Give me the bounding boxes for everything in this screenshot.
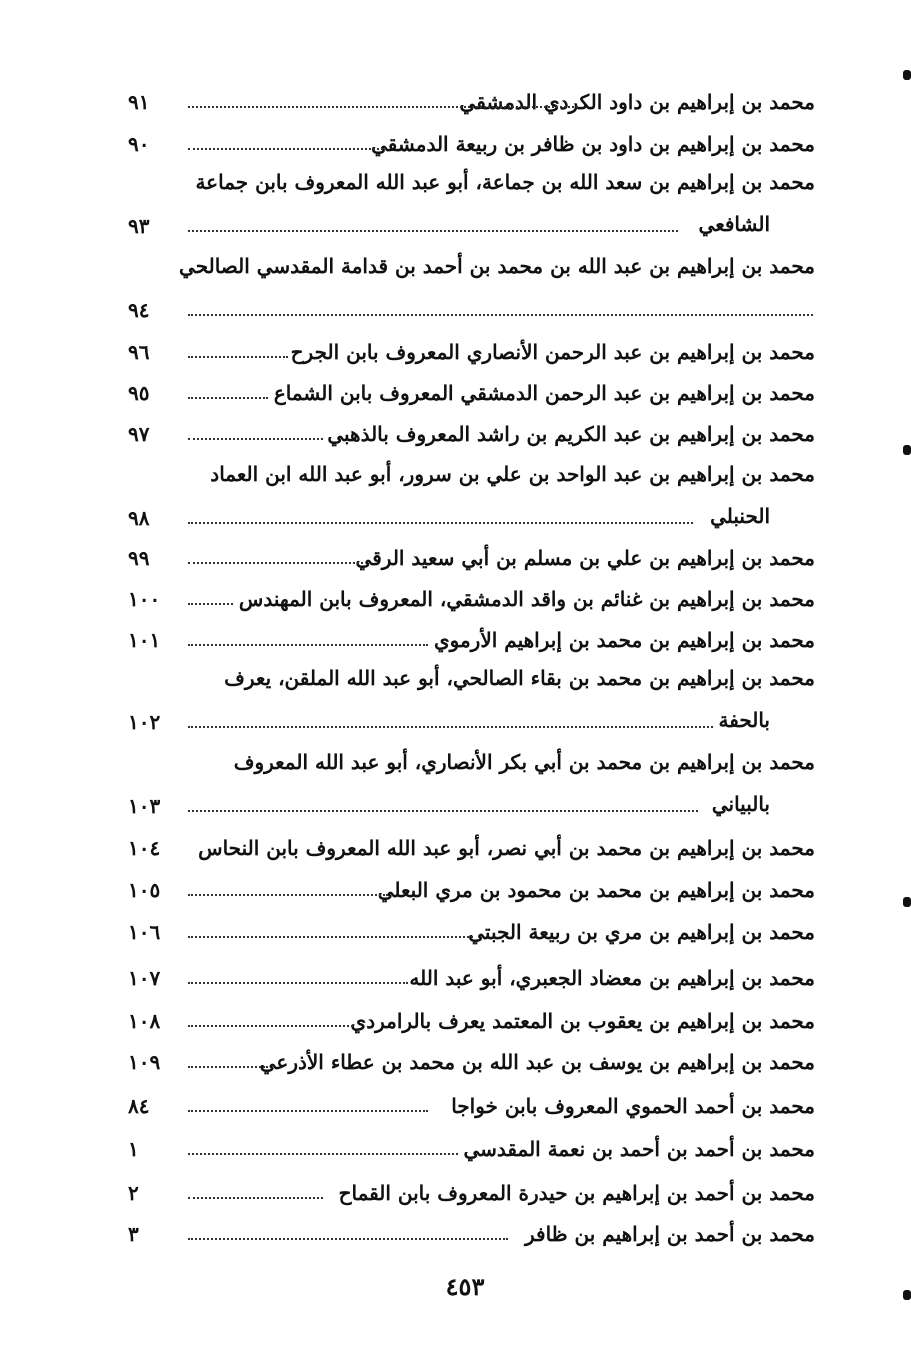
entry-page-number: ١٠٤	[128, 836, 161, 860]
entry-page-number: ١٠٩	[128, 1050, 161, 1074]
index-entry	[120, 832, 815, 872]
index-entry	[120, 1133, 815, 1173]
entry-page-number: ٢	[128, 1181, 139, 1205]
entry-name: محمد بن إبراهيم بن عبد الله بن محمد بن أحمد بن قدامة المقدسي الصالحي	[179, 254, 815, 278]
entry-name: محمد بن إبراهيم بن علي بن مسلم بن أبي سعيد الرقي	[355, 546, 815, 570]
leader-dots	[188, 230, 678, 232]
index-entry	[120, 916, 815, 956]
scan-speck	[903, 897, 911, 907]
index-entry	[120, 748, 815, 818]
index-entry	[120, 128, 815, 168]
entry-name: محمد بن أحمد الحموي المعروف بابن خواجا	[451, 1094, 815, 1118]
leader-dots	[188, 894, 388, 896]
entry-name: محمد بن إبراهيم بن عبد الرحمن الدمشقي المعروف بابن الشماع	[273, 381, 815, 405]
leader-dots	[188, 438, 323, 440]
entry-name: محمد بن إبراهيم بن عبد الواحد بن علي بن سرور، أبو عبد الله ابن العماد	[210, 462, 815, 486]
leader-dots	[188, 148, 383, 150]
entry-name: محمد بن إبراهيم بن محمد بن أبي بكر الأنصاري، أبو عبد الله المعروف	[233, 750, 815, 774]
index-entry	[120, 1046, 815, 1086]
index-entry	[120, 86, 815, 126]
entry-page-number: ١٠٨	[128, 1009, 161, 1033]
entry-name: محمد بن إبراهيم بن غنائم بن واقد الدمشقي، المعروف بابن المهندس	[238, 587, 815, 611]
entry-page-number: ٩٥	[128, 381, 150, 405]
index-entry	[120, 336, 815, 376]
entry-name: محمد بن أحمد بن إبراهيم بن ظافر	[524, 1222, 815, 1246]
leader-dots	[188, 397, 268, 399]
index-entry	[120, 1177, 815, 1217]
index-entry	[120, 624, 815, 664]
entry-page-number: ٩٩	[128, 546, 150, 570]
index-entry	[120, 168, 815, 238]
leader-dots	[188, 1025, 353, 1027]
entry-name-continuation: بالبياني	[711, 792, 770, 816]
scan-speck	[903, 70, 911, 80]
entry-name: محمد بن إبراهيم بن داود الكردي الدمشقي	[459, 90, 815, 114]
leader-dots	[188, 644, 428, 646]
leader-dots	[188, 522, 693, 524]
index-entry	[120, 542, 815, 582]
index-entry	[120, 1090, 815, 1130]
entry-page-number: ٩٤	[128, 298, 150, 322]
entry-name: محمد بن أحمد بن إبراهيم بن حيدرة المعروف بابن القماح	[338, 1181, 815, 1205]
index-entry	[120, 252, 815, 322]
entry-page-number: ٩٧	[128, 422, 150, 446]
leader-dots	[188, 1066, 268, 1068]
entry-page-number: ٨٤	[128, 1094, 150, 1118]
leader-dots	[188, 1153, 458, 1155]
index-entry	[120, 1005, 815, 1045]
entry-page-number: ٩٠	[128, 132, 150, 156]
entry-page-number: ١٠٠	[128, 587, 161, 611]
index-entry	[120, 460, 815, 530]
entry-name: محمد بن إبراهيم بن محمد بن أبي نصر، أبو عبد الله المعروف بابن النحاس	[198, 836, 815, 860]
index-entry	[120, 962, 815, 1002]
entry-name: محمد بن إبراهيم بن محمد بن بقاء الصالحي، أبو عبد الله الملقن، يعرف	[224, 666, 815, 690]
entry-page-number: ١	[128, 1137, 139, 1161]
leader-dots	[188, 106, 578, 108]
entry-name: محمد بن إبراهيم بن سعد الله بن جماعة، أبو عبد الله المعروف بابن جماعة	[195, 170, 815, 194]
entry-page-number: ١٠٥	[128, 878, 161, 902]
entry-name-continuation: الحنبلي	[710, 504, 770, 528]
entry-page-number: ٩٨	[128, 506, 150, 530]
entry-page-number: ١٠١	[128, 628, 161, 652]
entry-name: محمد بن إبراهيم بن محمد بن محمود بن مري البعلي	[377, 878, 815, 902]
entry-name: محمد بن إبراهيم بن مري بن ربيعة الجبتي	[468, 920, 815, 944]
entry-page-number: ١٠٢	[128, 710, 161, 734]
index-entry	[120, 377, 815, 417]
entry-name-continuation: بالحفة	[718, 708, 770, 732]
leader-dots	[188, 1110, 428, 1112]
leader-dots	[188, 562, 363, 564]
page-number: ٤٥٣	[445, 1272, 485, 1301]
index-entry	[120, 418, 815, 458]
entry-name-continuation: الشافعي	[698, 212, 770, 236]
index-entry	[120, 874, 815, 914]
leader-dots	[188, 603, 233, 605]
entry-page-number: ٩٣	[128, 214, 150, 238]
index-entry	[120, 664, 815, 734]
leader-dots	[188, 1238, 508, 1240]
entry-page-number: ٩٦	[128, 340, 150, 364]
entry-name: محمد بن إبراهيم بن محمد بن إبراهيم الأرموي	[433, 628, 815, 652]
leader-dots	[188, 936, 473, 938]
entry-page-number: ١٠٣	[128, 794, 161, 818]
entry-name: محمد بن إبراهيم بن يعقوب بن المعتمد يعرف بالرامردي	[350, 1009, 815, 1033]
entry-name: محمد بن إبراهيم بن معضاد الجعبري، أبو عبد الله	[409, 966, 815, 990]
entry-name: محمد بن إبراهيم بن عبد الرحمن الأنصاري المعروف بابن الجرح	[290, 340, 815, 364]
leader-dots	[188, 314, 813, 316]
entry-name: محمد بن إبراهيم بن عبد الكريم بن راشد المعروف بالذهبي	[327, 422, 815, 446]
entry-name: محمد بن أحمد بن أحمد بن نعمة المقدسي	[463, 1137, 815, 1161]
leader-dots	[188, 810, 698, 812]
index-entry	[120, 583, 815, 623]
entry-name: محمد بن إبراهيم بن داود بن ظافر بن ربيعة الدمشقي	[371, 132, 815, 156]
index-entry	[120, 1218, 815, 1258]
leader-dots	[188, 726, 713, 728]
scan-speck	[903, 1290, 911, 1300]
leader-dots	[188, 1197, 323, 1199]
entry-name: محمد بن إبراهيم بن يوسف بن عبد الله بن محمد بن عطاء الأذرعي	[259, 1050, 815, 1074]
entry-page-number: ٩١	[128, 90, 150, 114]
leader-dots	[188, 982, 408, 984]
leader-dots	[188, 356, 288, 358]
entry-page-number: ١٠٧	[128, 966, 161, 990]
entry-page-number: ١٠٦	[128, 920, 161, 944]
scan-speck	[903, 445, 911, 455]
entry-page-number: ٣	[128, 1222, 139, 1246]
